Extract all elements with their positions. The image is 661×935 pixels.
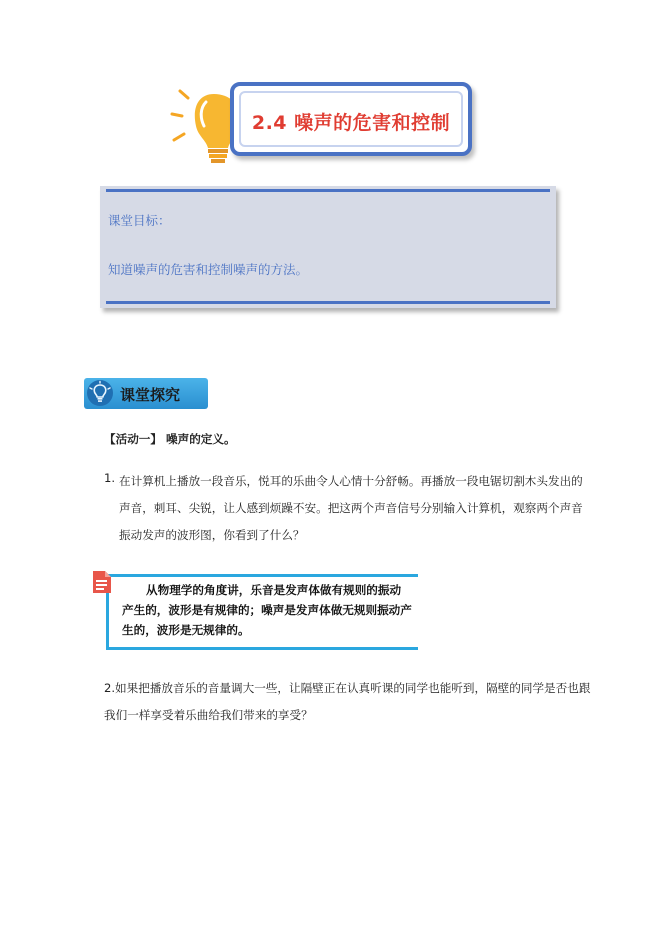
lightbulb-icon <box>86 379 114 407</box>
page-title: 2.4 噪声的危害和控制 <box>251 112 451 134</box>
document-icon <box>92 570 112 594</box>
title-banner <box>230 82 472 156</box>
objectives-label: 课堂目标： <box>108 213 171 228</box>
answer-text: 从物理学的角度讲，乐音是发声体做有规则的振动产生的，波形是有规律的；噪声是发声体做无规则振动产生的，波形是无规律的。 <box>122 583 412 637</box>
objectives-text: 知道噪声的危害和控制噪声的方法。 <box>108 262 309 277</box>
answer-box <box>92 570 420 652</box>
objectives-box <box>100 186 556 308</box>
question-text: 2.如果把播放音乐的音量调大一些，让隔壁正在认真听课的同学也能听到，隔壁的同学是否也跟我们一样享受着乐曲给我们带来的享受？ <box>104 681 591 722</box>
question-number: 1. <box>104 471 116 485</box>
section-title: 课堂探究 <box>120 386 181 404</box>
question-text: 在计算机上播放一段音乐，悦耳的乐曲令人心情十分舒畅。再播放一段电锯切割木头发出的声音，刺耳、尖锐，让人感到烦躁不安。把这两个声音信号分别输入计算机，观察两个声音振动发声的波形图，你看到了什么？ <box>119 474 583 542</box>
section-header <box>84 378 208 409</box>
activity-title: 【活动一】 噪声的定义。 <box>104 432 236 446</box>
